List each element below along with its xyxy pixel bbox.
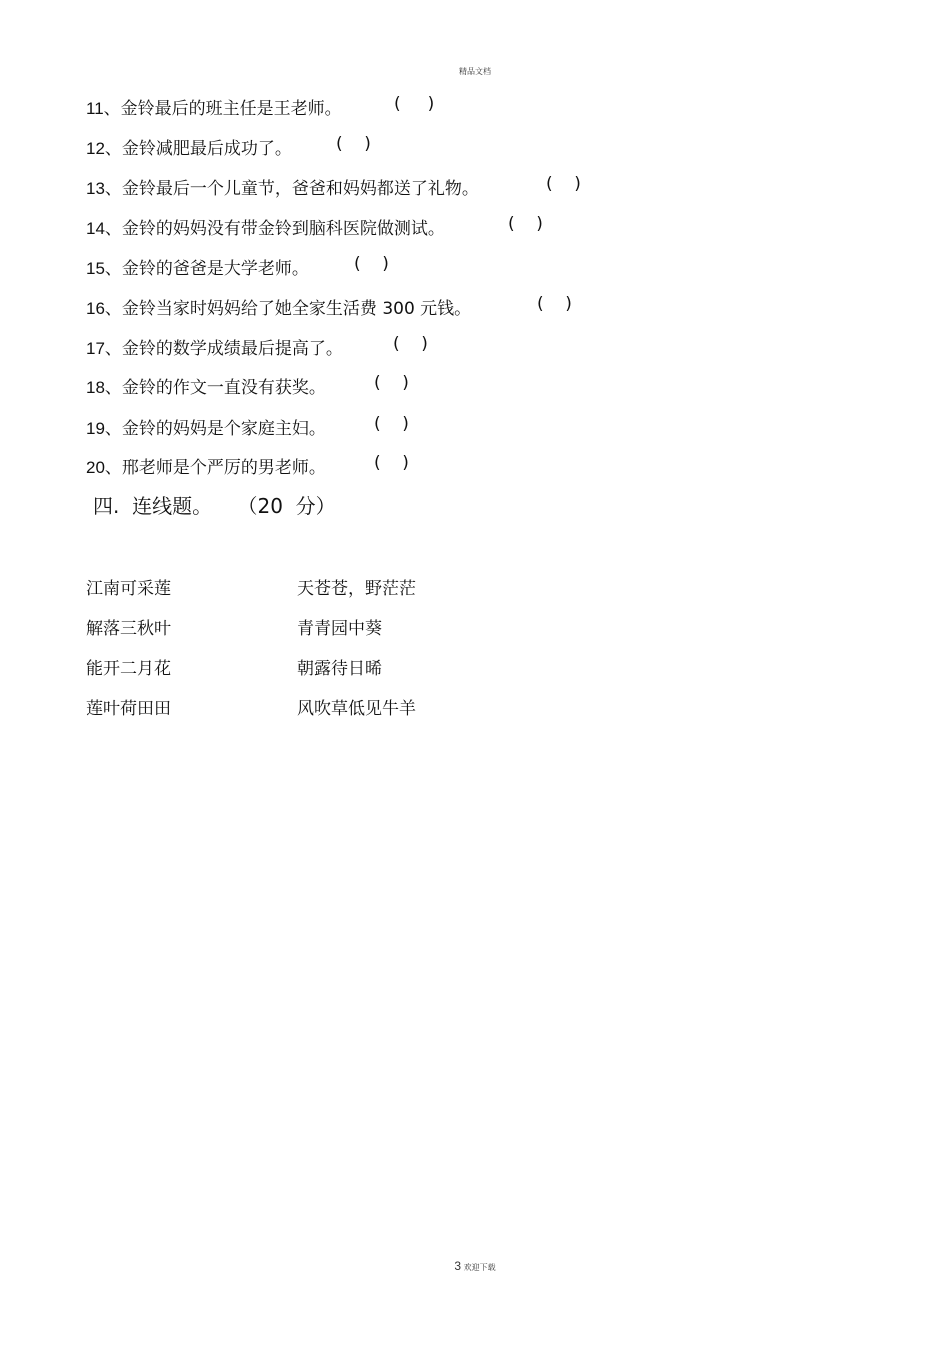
answer-blank[interactable]: ( ) [537, 294, 572, 314]
question-12 [86, 134, 371, 159]
match-right-item[interactable]: 天苍苍，野茫茫 [297, 579, 416, 599]
question-number: 15、 [86, 259, 122, 278]
answer-blank[interactable]: ( ) [374, 414, 409, 434]
match-right-item[interactable]: 朝露待日晞 [297, 659, 382, 679]
question-15 [86, 254, 389, 279]
question-text: 金铃减肥最后成功了。 [121, 139, 292, 159]
question-text: 邢老师是个严厉的男老师。 [121, 458, 326, 478]
question-number: 19、 [86, 419, 122, 438]
match-left-item[interactable]: 江南可采莲 [86, 579, 171, 599]
match-left-item[interactable]: 能开二月花 [86, 659, 171, 679]
question-text: 金铃的妈妈是个家庭主妇。 [121, 419, 326, 439]
match-left-item[interactable]: 莲叶荷田田 [86, 699, 171, 719]
footer-text: 欢迎下载 [463, 1263, 496, 1272]
answer-blank[interactable]: ( ) [374, 453, 409, 473]
match-left-item[interactable]: 解落三秋叶 [86, 619, 171, 639]
question-11 [86, 94, 435, 119]
question-number: 13、 [86, 179, 122, 198]
question-13 [86, 174, 581, 199]
question-number: 16、 [86, 299, 122, 318]
answer-blank[interactable]: ( ) [393, 334, 428, 354]
question-text: 金铃的作文一直没有获奖。 [121, 378, 326, 398]
question-text: 金铃的爸爸是大学老师。 [121, 259, 309, 279]
section-title: 四. 连线题。 （20 分） [93, 494, 336, 518]
question-number: 12、 [86, 139, 122, 158]
page-header: 精品文档 [459, 67, 491, 76]
page-number: 3 [454, 1259, 462, 1273]
question-text: 金铃最后一个儿童节，爸爸和妈妈都送了礼物。 [121, 179, 479, 199]
question-20 [86, 453, 409, 478]
question-16 [86, 294, 572, 319]
answer-blank[interactable]: ( ) [394, 94, 435, 114]
answer-blank[interactable]: ( ) [336, 134, 371, 154]
question-number: 17、 [86, 339, 122, 358]
answer-blank[interactable]: ( ) [374, 373, 409, 393]
question-18 [86, 373, 409, 398]
question-text: 金铃的妈妈没有带金铃到脑科医院做测试。 [121, 219, 445, 239]
answer-blank[interactable]: ( ) [354, 254, 389, 274]
question-19 [86, 414, 409, 439]
match-right-item[interactable]: 风吹草低见牛羊 [297, 699, 416, 719]
answer-blank[interactable]: ( ) [508, 214, 543, 234]
question-number: 11、 [86, 99, 121, 118]
answer-blank[interactable]: ( ) [546, 174, 581, 194]
page-footer [0, 1259, 950, 1273]
question-text: 金铃最后的班主任是王老师。 [120, 99, 342, 119]
question-number: 20、 [86, 458, 122, 477]
question-14 [86, 214, 543, 239]
question-number: 18、 [86, 378, 122, 397]
match-right-item[interactable]: 青青园中葵 [297, 619, 382, 639]
question-text: 金铃的数学成绩最后提高了。 [121, 339, 343, 359]
question-text: 金铃当家时妈妈给了她全家生活费 300 元钱。 [121, 299, 472, 319]
question-number: 14、 [86, 219, 122, 238]
question-17 [86, 334, 428, 359]
